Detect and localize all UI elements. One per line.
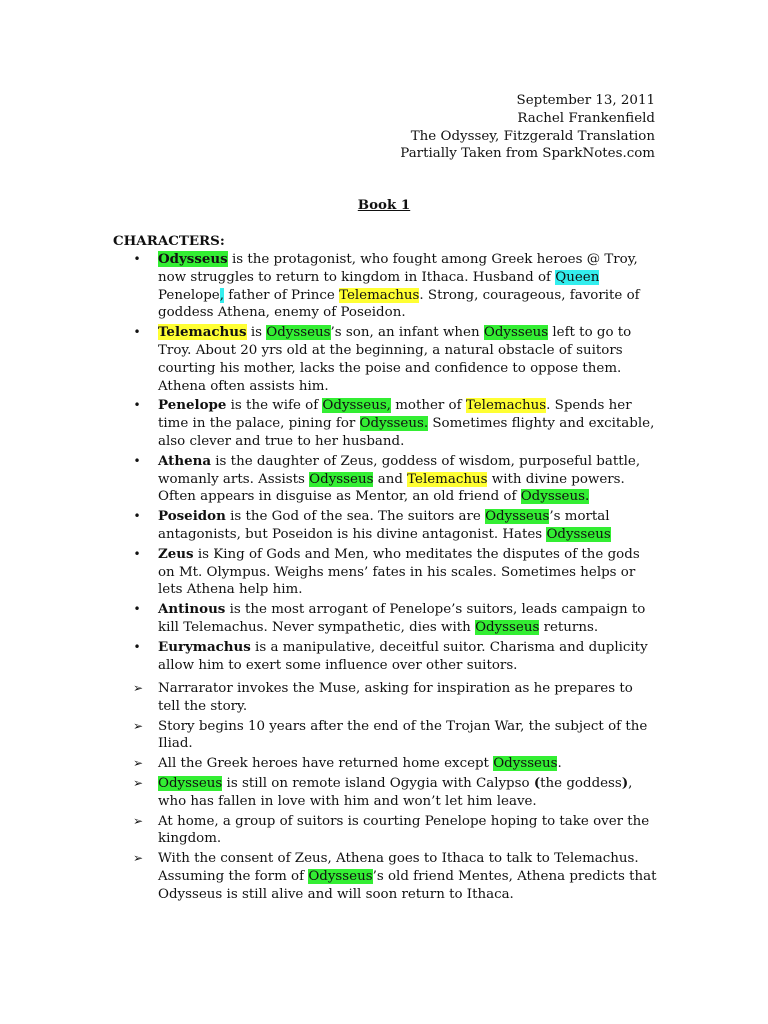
character-name: Odysseus bbox=[158, 251, 228, 267]
event-item: ➢ At home, a group of suitors is courting Penelope hoping to take over the kingdom. bbox=[133, 813, 650, 847]
event-list bbox=[113, 680, 658, 906]
list-item-odysseus: • Odysseus is the protagonist, who fought among Greek heroes @ Troy, now struggles to return to kingdom in Ithaca. Husband of Queen Penelope, father of Prince Telemachus. Strong, courageous, favorite of goddess Athena, enemy of Poseidon. bbox=[113, 251, 658, 322]
highlight-odysseus: Odysseus bbox=[546, 526, 611, 542]
highlight-telemachus: Telemachus bbox=[339, 287, 420, 303]
character-name: Penelope bbox=[158, 397, 227, 414]
document-header bbox=[400, 92, 655, 163]
event-item: ➢ All the Greek heroes have returned home except Odysseus. bbox=[133, 756, 562, 772]
event-item: ➢ Odysseus is still on remote island Ogygia with Calypso (the goddess), who has fallen in love with him and won’t let him leave. bbox=[133, 774, 633, 809]
arrow-bullet-icon: ➢ bbox=[133, 813, 144, 828]
bullet-icon: • bbox=[133, 325, 141, 340]
list-item-penelope: • Penelope is the wife of Odysseus, mother of Telemachus. Spends her time in the palace, pining for Odysseus. Sometimes flighty and excitable, also clever and true to her husband. bbox=[113, 397, 658, 450]
bullet-icon: • bbox=[133, 252, 141, 266]
arrow-bullet-icon: ➢ bbox=[133, 718, 144, 733]
header-source: Partially Taken from SparkNotes.com bbox=[400, 146, 655, 162]
character-list bbox=[113, 251, 658, 676]
highlight-odysseus: Odysseus bbox=[475, 619, 540, 635]
highlight-queen: Queen bbox=[555, 269, 600, 285]
bullet-icon: • bbox=[133, 509, 141, 524]
arrow-bullet-icon: ➢ bbox=[133, 681, 144, 695]
character-name: Zeus bbox=[158, 545, 194, 562]
bullet-icon: • bbox=[133, 546, 141, 561]
character-name: Athena bbox=[158, 452, 212, 469]
highlight-odysseus: Odysseus. bbox=[359, 416, 429, 432]
highlight-odysseus: Odysseus bbox=[485, 509, 550, 525]
characters-heading: CHARACTERS: bbox=[113, 233, 225, 249]
header-work: The Odyssey, Fitzgerald Translation bbox=[410, 128, 655, 144]
character-name: Telemachus bbox=[158, 324, 247, 341]
bullet-icon: • bbox=[133, 398, 141, 413]
arrow-bullet-icon: ➢ bbox=[133, 756, 144, 771]
list-item-zeus: • Zeus is King of Gods and Men, who meditates the disputes of the gods on Mt. Olympus. Weighs mens’ fates in his scales. Sometimes helps or lets Athena help him. bbox=[113, 546, 658, 599]
character-name: Eurymachus bbox=[158, 638, 251, 655]
list-item-telemachus: • Telemachus is Odysseus’s son, an infant when Odysseus left to go to Troy. About 20 yrs old at the beginning, a natural obstacle of suitors courting his mother, lacks the poise and confidence to oppose them. Athena often assists him. bbox=[113, 324, 658, 395]
arrow-bullet-icon: ➢ bbox=[133, 775, 144, 790]
highlight-telemachus: Telemachus bbox=[407, 471, 488, 487]
highlight-odysseus: Odysseus bbox=[266, 325, 331, 341]
list-item-athena: • Athena is the daughter of Zeus, goddess of wisdom, purposeful battle, womanly arts. Assists Odysseus and Telemachus with divine powers. Often appears in disguise as Mentor, an old friend of Odysseus. bbox=[113, 453, 658, 506]
list-item-poseidon: • Poseidon is the God of the sea. The suitors are Odysseus’s mortal antagonists, but Poseidon is his divine antagonist. Hates Odysseus bbox=[113, 508, 658, 544]
highlight-odysseus: Odysseus bbox=[493, 756, 558, 772]
arrow-bullet-icon: ➢ bbox=[133, 851, 144, 866]
highlight-odysseus: Odysseus bbox=[483, 325, 549, 341]
highlight-odysseus: Odysseus bbox=[308, 868, 373, 884]
list-item-antinous: • Antinous is the most arrogant of Penelope’s suitors, leads campaign to kill Telemachus. Never sympathetic, dies with Odysseus returns. bbox=[113, 601, 658, 637]
bullet-icon: • bbox=[133, 602, 141, 617]
highlight-odysseus: Odysseus, bbox=[322, 398, 391, 414]
character-name: Antinous bbox=[158, 601, 226, 618]
bullet-icon: • bbox=[133, 639, 141, 654]
highlight-odysseus: Odysseus bbox=[309, 471, 374, 487]
event-item: ➢ Story begins 10 years after the end of the Trojan War, the subject of the Iliad. bbox=[133, 718, 648, 752]
highlight-telemachus: Telemachus bbox=[465, 398, 547, 414]
page-title: Book 1 bbox=[357, 197, 411, 213]
list-item-eurymachus: • Eurymachus is a manipulative, deceitful suitor. Charisma and duplicity allow him to exert some influence over other suitors. bbox=[113, 639, 658, 675]
highlight-odysseus: Odysseus. bbox=[520, 489, 590, 505]
header-author: Rachel Frankenfield bbox=[517, 110, 655, 126]
character-name: Poseidon bbox=[158, 508, 226, 525]
event-item: ➢ With the consent of Zeus, Athena goes to Ithaca to talk to Telemachus. Assuming the form of Odysseus’s old friend Mentes, Athena predicts that Odysseus is still alive and will soon return to Ithaca. bbox=[133, 851, 657, 902]
header-date: September 13, 2011 bbox=[516, 93, 655, 108]
event-item: ➢ Narrarator invokes the Muse, asking for inspiration as he prepares to tell the story. bbox=[133, 681, 633, 714]
bullet-icon: • bbox=[133, 453, 141, 468]
highlight-odysseus: Odysseus bbox=[158, 775, 223, 791]
